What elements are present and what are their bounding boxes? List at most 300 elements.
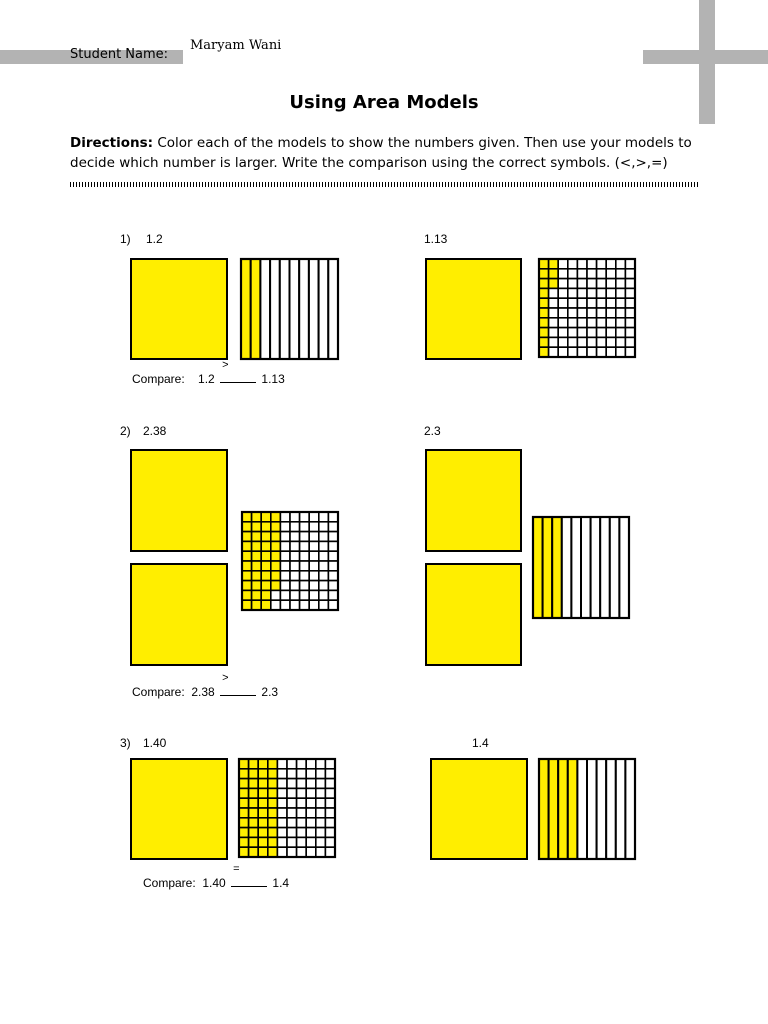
hundredth-cell: [252, 532, 262, 542]
tenth-column: [587, 759, 597, 859]
tenth-column: [290, 259, 300, 359]
hundredth-cell: [328, 541, 338, 551]
hundredth-cell: [306, 798, 316, 808]
directions-label: Directions:: [70, 135, 154, 151]
hundredth-cell: [539, 269, 549, 279]
hundredth-cell: [306, 769, 316, 779]
hundredth-cell: [287, 808, 297, 818]
hundredth-cell: [597, 337, 607, 347]
hundredth-cell: [625, 259, 635, 269]
hundredth-cell: [249, 847, 259, 857]
hundredth-cell: [606, 318, 616, 328]
hundredth-cell: [277, 847, 287, 857]
hundredth-cell: [597, 347, 607, 357]
hundredth-cell: [261, 512, 271, 522]
hundredth-cell: [300, 590, 310, 600]
hundredth-cell: [239, 769, 249, 779]
hundredth-cell: [271, 522, 281, 532]
hundredth-cell: [616, 269, 626, 279]
hundredth-cell: [252, 512, 262, 522]
hundredth-cell: [587, 288, 597, 298]
hundredth-cell: [271, 590, 281, 600]
problem-3-number: 3): [120, 736, 131, 750]
problem-2-right-tenths: [532, 516, 630, 619]
hundredth-cell: [287, 759, 297, 769]
hundredth-cell: [325, 847, 335, 857]
hundredth-cell: [258, 828, 268, 838]
hundredth-cell: [325, 828, 335, 838]
hundredth-cell: [616, 328, 626, 338]
hundredth-cell: [277, 808, 287, 818]
hundredth-cell: [261, 561, 271, 571]
hundredth-cell: [261, 581, 271, 591]
hundredth-cell: [252, 600, 262, 610]
hundredth-cell: [319, 571, 329, 581]
hundredth-cell: [249, 828, 259, 838]
tenth-column: [597, 759, 607, 859]
divider-rule: [70, 182, 698, 187]
hundredth-cell: [616, 259, 626, 269]
hundredth-cell: [625, 279, 635, 289]
hundredth-cell: [280, 522, 290, 532]
hundredth-cell: [249, 769, 259, 779]
hundredth-cell: [597, 308, 607, 318]
page-title: Using Area Models: [289, 92, 479, 113]
hundredth-cell: [606, 269, 616, 279]
problem-3-left-value: 1.40: [143, 736, 167, 750]
tenth-column: [539, 759, 549, 859]
hundredth-cell: [242, 512, 252, 522]
hundredth-cell: [316, 837, 326, 847]
hundredth-cell: [587, 259, 597, 269]
hundredth-cell: [239, 779, 249, 789]
hundredth-cell: [597, 269, 607, 279]
hundredth-cell: [287, 818, 297, 828]
hundredth-cell: [319, 581, 329, 591]
hundredth-cell: [577, 347, 587, 357]
hundredth-cell: [306, 759, 316, 769]
hundredth-cell: [325, 788, 335, 798]
hundredth-cell: [597, 298, 607, 308]
hundredth-cell: [325, 837, 335, 847]
hundredth-cell: [297, 798, 307, 808]
hundredth-cell: [258, 818, 268, 828]
tenth-column: [568, 759, 578, 859]
compare-blank: [231, 863, 267, 887]
tenth-column: [616, 759, 626, 859]
hundredth-cell: [309, 581, 319, 591]
hundredth-cell: [261, 590, 271, 600]
hundredth-cell: [549, 328, 559, 338]
hundredth-cell: [249, 818, 259, 828]
problem-2-left-value: 2.38: [143, 424, 167, 438]
hundredth-cell: [306, 837, 316, 847]
hundredth-cell: [290, 581, 300, 591]
tenth-column: [606, 759, 616, 859]
compare-right-value: 1.4: [272, 876, 290, 890]
hundredth-cell: [261, 551, 271, 561]
hundredth-cell: [242, 571, 252, 581]
hundredth-cell: [568, 328, 578, 338]
hundredth-cell: [297, 818, 307, 828]
hundredth-cell: [290, 522, 300, 532]
hundredth-cell: [239, 837, 249, 847]
hundredth-cell: [319, 551, 329, 561]
tenth-column: [299, 259, 309, 359]
hundredth-cell: [549, 259, 559, 269]
hundredth-cell: [309, 512, 319, 522]
compare-blank: [220, 672, 256, 696]
hundredth-cell: [606, 288, 616, 298]
hundredth-cell: [271, 581, 281, 591]
hundredth-cell: [558, 298, 568, 308]
tenth-column: [260, 259, 270, 359]
tenth-column: [533, 517, 543, 618]
hundredth-cell: [625, 269, 635, 279]
hundredth-cell: [271, 532, 281, 542]
hundredth-cell: [558, 347, 568, 357]
hundredth-cell: [239, 808, 249, 818]
hundredth-cell: [319, 600, 329, 610]
hundredth-cell: [297, 828, 307, 838]
hundredth-cell: [309, 600, 319, 610]
hundredth-cell: [268, 798, 278, 808]
hundredth-cell: [242, 532, 252, 542]
hundredth-cell: [268, 808, 278, 818]
hundredth-cell: [328, 590, 338, 600]
hundredth-cell: [625, 328, 635, 338]
hundredth-cell: [577, 318, 587, 328]
hundredth-cell: [625, 298, 635, 308]
hundredth-cell: [300, 541, 310, 551]
hundredth-cell: [549, 298, 559, 308]
hundredth-cell: [316, 828, 326, 838]
problem-2-left-whole-1: [130, 449, 228, 552]
hundredth-cell: [271, 551, 281, 561]
hundredth-cell: [268, 837, 278, 847]
hundredth-cell: [549, 318, 559, 328]
hundredth-cell: [587, 308, 597, 318]
hundredth-cell: [280, 590, 290, 600]
problem-1-right-value: 1.13: [424, 232, 448, 246]
hundredth-cell: [290, 590, 300, 600]
compare-symbol: >: [222, 672, 229, 684]
hundredth-cell: [587, 328, 597, 338]
hundredth-cell: [290, 571, 300, 581]
hundredth-cell: [606, 259, 616, 269]
hundredth-cell: [290, 600, 300, 610]
hundredth-cell: [549, 347, 559, 357]
hundredth-cell: [261, 600, 271, 610]
problem-2-right-value: 2.3: [424, 424, 441, 438]
problem-3-right-value: 1.4: [472, 736, 489, 750]
hundredth-cell: [549, 337, 559, 347]
problem-3-right-tenths: [538, 758, 636, 860]
compare-blank: [220, 359, 256, 383]
compare-label: Compare:: [132, 685, 185, 699]
hundredth-cell: [606, 347, 616, 357]
hundredth-cell: [290, 551, 300, 561]
hundredth-cell: [577, 337, 587, 347]
hundredth-cell: [328, 551, 338, 561]
student-name-label: Student Name:: [70, 47, 169, 62]
hundredth-cell: [252, 561, 262, 571]
hundredth-cell: [280, 581, 290, 591]
compare-right-value: 1.13: [261, 372, 285, 386]
hundredth-cell: [577, 328, 587, 338]
hundredth-cell: [316, 769, 326, 779]
hundredth-cell: [287, 837, 297, 847]
hundredth-cell: [300, 522, 310, 532]
hundredth-cell: [258, 779, 268, 789]
hundredth-cell: [577, 259, 587, 269]
tenth-column: [549, 759, 559, 859]
hundredth-cell: [316, 779, 326, 789]
hundredth-cell: [577, 288, 587, 298]
hundredth-cell: [328, 522, 338, 532]
hundredth-cell: [300, 512, 310, 522]
hundredth-cell: [249, 798, 259, 808]
hundredth-cell: [549, 308, 559, 318]
hundredth-cell: [252, 541, 262, 551]
hundredth-cell: [316, 798, 326, 808]
tenth-column: [309, 259, 319, 359]
hundredth-cell: [242, 581, 252, 591]
hundredth-cell: [568, 298, 578, 308]
tenth-column: [319, 259, 329, 359]
hundredth-cell: [252, 551, 262, 561]
hundredth-cell: [597, 259, 607, 269]
hundredth-cell: [287, 779, 297, 789]
hundredth-cell: [577, 308, 587, 318]
hundredth-cell: [587, 318, 597, 328]
hundredth-cell: [252, 571, 262, 581]
hundredth-cell: [625, 347, 635, 357]
hundredth-cell: [325, 779, 335, 789]
hundredth-cell: [539, 298, 549, 308]
hundredth-cell: [606, 279, 616, 289]
hundredth-cell: [328, 581, 338, 591]
hundredth-cell: [300, 561, 310, 571]
tenth-column: [552, 517, 562, 618]
tenth-column: [600, 517, 610, 618]
hundredth-cell: [268, 788, 278, 798]
hundredth-cell: [268, 759, 278, 769]
hundredth-cell: [549, 279, 559, 289]
hundredth-cell: [616, 347, 626, 357]
hundredth-cell: [280, 551, 290, 561]
hundredth-cell: [316, 808, 326, 818]
hundredth-cell: [587, 269, 597, 279]
compare-right-value: 2.3: [261, 685, 279, 699]
hundredth-cell: [606, 328, 616, 338]
tenth-column: [625, 759, 635, 859]
hundredth-cell: [568, 259, 578, 269]
hundredth-cell: [261, 571, 271, 581]
hundredth-cell: [325, 818, 335, 828]
hundredth-cell: [539, 337, 549, 347]
problem-3-left-whole-1: [130, 758, 228, 860]
hundredth-cell: [558, 279, 568, 289]
hundredth-cell: [258, 759, 268, 769]
hundredth-cell: [539, 259, 549, 269]
hundredth-cell: [277, 759, 287, 769]
hundredth-cell: [558, 328, 568, 338]
compare-label: Compare:: [132, 372, 185, 386]
hundredth-cell: [316, 788, 326, 798]
hundredth-cell: [242, 561, 252, 571]
hundredth-cell: [249, 788, 259, 798]
hundredth-cell: [271, 600, 281, 610]
hundredth-cell: [587, 279, 597, 289]
hundredth-cell: [258, 769, 268, 779]
hundredth-cell: [558, 318, 568, 328]
hundredth-cell: [316, 818, 326, 828]
hundredth-cell: [287, 798, 297, 808]
problem-1-left-value: 1.2: [146, 232, 163, 246]
hundredth-cell: [306, 808, 316, 818]
hundredth-cell: [577, 269, 587, 279]
problem-3-right-whole-1: [430, 758, 528, 860]
hundredth-cell: [261, 541, 271, 551]
hundredth-cell: [539, 288, 549, 298]
tenth-column: [280, 259, 290, 359]
tenth-column: [543, 517, 553, 618]
hundredth-cell: [242, 541, 252, 551]
compare-symbol: =: [233, 863, 240, 875]
hundredth-cell: [277, 788, 287, 798]
hundredth-cell: [309, 541, 319, 551]
hundredth-cell: [587, 298, 597, 308]
hundredth-cell: [319, 590, 329, 600]
hundredth-cell: [597, 288, 607, 298]
hundredth-cell: [277, 818, 287, 828]
tenth-column: [619, 517, 629, 618]
tenth-column: [270, 259, 280, 359]
hundredth-cell: [625, 308, 635, 318]
hundredth-cell: [539, 347, 549, 357]
hundredth-cell: [242, 522, 252, 532]
hundredth-cell: [306, 779, 316, 789]
hundredth-cell: [290, 532, 300, 542]
hundredth-cell: [280, 532, 290, 542]
tenth-column: [558, 759, 568, 859]
hundredth-cell: [539, 308, 549, 318]
hundredth-cell: [309, 532, 319, 542]
hundredth-cell: [277, 769, 287, 779]
hundredth-cell: [239, 818, 249, 828]
compare-left-value: 1.40: [202, 876, 226, 890]
hundredth-cell: [242, 600, 252, 610]
hundredth-cell: [277, 779, 287, 789]
problem-1-right-whole-1: [425, 258, 522, 360]
hundredth-cell: [249, 779, 259, 789]
hundredth-cell: [568, 308, 578, 318]
hundredth-cell: [252, 581, 262, 591]
tenth-column: [591, 517, 601, 618]
tenth-column: [581, 517, 591, 618]
tenth-column: [241, 259, 251, 359]
hundredth-cell: [568, 347, 578, 357]
hundredth-cell: [625, 337, 635, 347]
hundredth-cell: [252, 590, 262, 600]
problem-1-left-tenths: [240, 258, 339, 360]
hundredth-cell: [568, 337, 578, 347]
hundredth-cell: [606, 337, 616, 347]
hundredth-cell: [239, 798, 249, 808]
hundredth-cell: [287, 828, 297, 838]
problem-3-left-hundredths: [238, 758, 336, 858]
hundredth-cell: [309, 561, 319, 571]
hundredth-cell: [239, 828, 249, 838]
hundredth-cell: [328, 571, 338, 581]
hundredth-cell: [325, 769, 335, 779]
hundredth-cell: [271, 571, 281, 581]
problem-2-left-whole-2: [130, 563, 228, 666]
problem-2-compare: [132, 672, 279, 699]
hundredth-cell: [280, 571, 290, 581]
hundredth-cell: [587, 337, 597, 347]
hundredth-cell: [258, 847, 268, 857]
hundredth-cell: [300, 551, 310, 561]
directions: [70, 133, 710, 173]
hundredth-cell: [319, 541, 329, 551]
student-name-value: Maryam Wani: [190, 38, 282, 53]
tenth-column: [562, 517, 572, 618]
hundredth-cell: [616, 337, 626, 347]
hundredth-cell: [242, 551, 252, 561]
hundredth-cell: [242, 590, 252, 600]
hundredth-cell: [239, 788, 249, 798]
hundredth-cell: [261, 532, 271, 542]
hundredth-cell: [316, 759, 326, 769]
hundredth-cell: [309, 571, 319, 581]
hundredth-cell: [287, 788, 297, 798]
hundredth-cell: [328, 561, 338, 571]
hundredth-cell: [616, 279, 626, 289]
hundredth-cell: [290, 541, 300, 551]
hundredth-cell: [280, 561, 290, 571]
hundredth-cell: [558, 308, 568, 318]
tenth-column: [328, 259, 338, 359]
hundredth-cell: [577, 279, 587, 289]
hundredth-cell: [261, 522, 271, 532]
hundredth-cell: [258, 788, 268, 798]
hundredth-cell: [277, 798, 287, 808]
hundredth-cell: [290, 512, 300, 522]
hundredth-cell: [268, 828, 278, 838]
hundredth-cell: [587, 347, 597, 357]
hundredth-cell: [325, 759, 335, 769]
hundredth-cell: [268, 769, 278, 779]
hundredth-cell: [258, 798, 268, 808]
hundredth-cell: [280, 600, 290, 610]
compare-left-value: 2.38: [191, 685, 215, 699]
hundredth-cell: [252, 522, 262, 532]
hundredth-cell: [549, 269, 559, 279]
problem-2-right-whole-1: [425, 449, 522, 552]
problem-1-right-hundredths: [538, 258, 636, 358]
hundredth-cell: [271, 561, 281, 571]
hundredth-cell: [258, 808, 268, 818]
hundredth-cell: [268, 818, 278, 828]
hundredth-cell: [616, 308, 626, 318]
hundredth-cell: [297, 769, 307, 779]
hundredth-cell: [558, 259, 568, 269]
hundredth-cell: [306, 818, 316, 828]
hundredth-cell: [558, 337, 568, 347]
compare-left-value: 1.2: [198, 372, 215, 386]
